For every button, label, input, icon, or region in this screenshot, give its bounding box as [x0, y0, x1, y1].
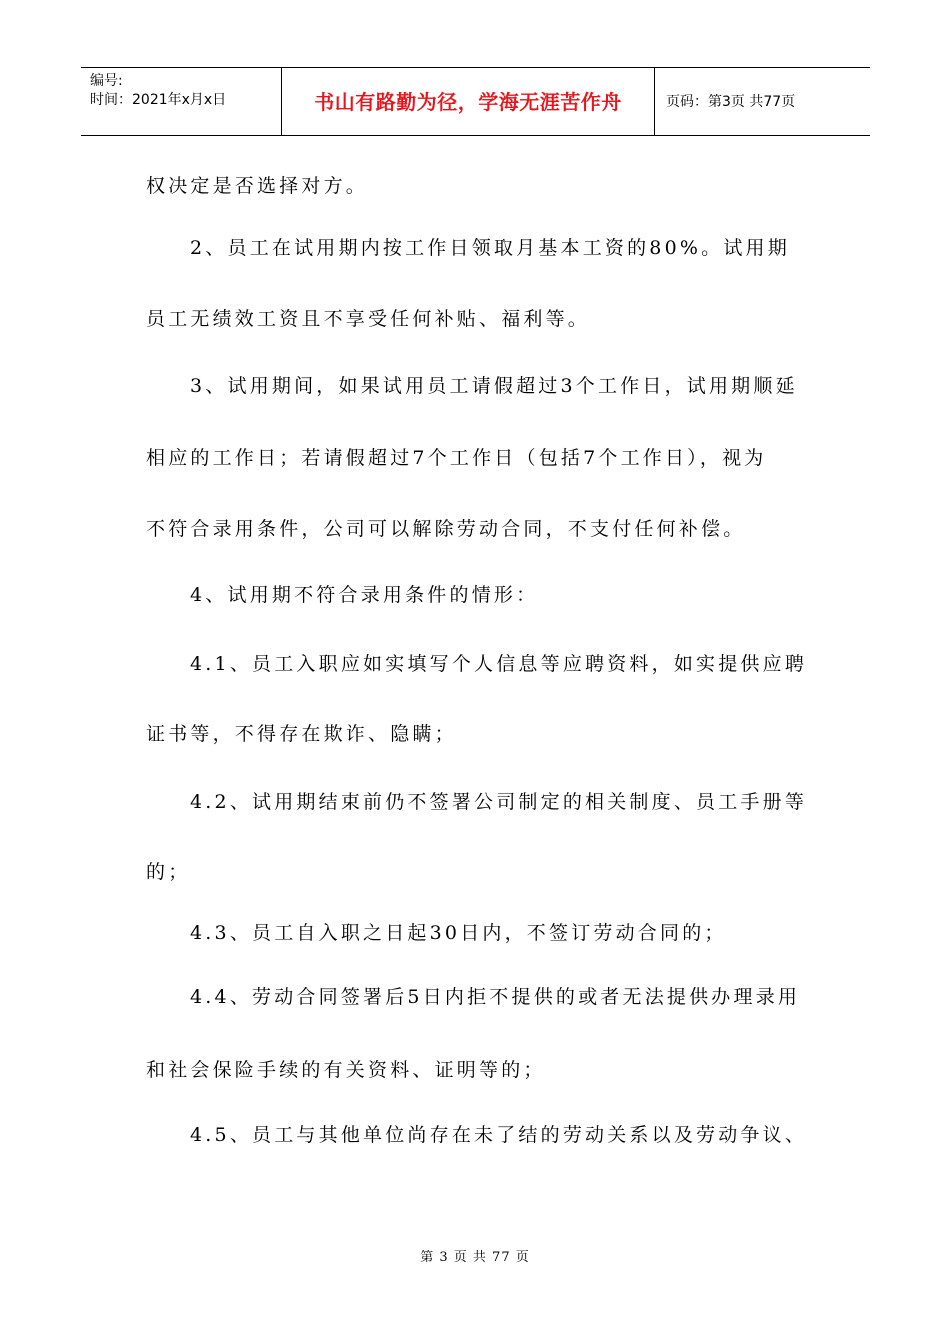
body-line-11: 的；: [146, 861, 191, 883]
body-line-13: 4.4、劳动合同签署后5日内拒不提供的或者无法提供办理录用: [190, 986, 801, 1008]
body-line-15: 4.5、员工与其他单位尚存在未了结的劳动关系以及劳动争议、: [190, 1124, 808, 1146]
header-meta: [81, 68, 282, 135]
document-date: 时间：2021年x月x日: [90, 92, 227, 108]
body-line-5: 相应的工作日；若请假超过7个工作日（包括7个工作日），视为: [146, 447, 767, 469]
page-footer: 第 3 页 共 77 页: [420, 1250, 530, 1265]
header-motto: 书山有路勤为径，学海无涯苦作舟: [282, 68, 655, 135]
body-line-12: 4.3、员工自入职之日起30日内，不签订劳动合同的；: [190, 922, 727, 944]
body-line-10: 4.2、试用期结束前仍不签署公司制定的相关制度、员工手册等: [190, 791, 808, 813]
body-line-3: 员工无绩效工资且不享受任何补贴、福利等。: [146, 308, 591, 330]
body-line-4: 3、试用期间，如果试用员工请假超过3个工作日，试用期顺延: [190, 375, 798, 397]
body-line-9: 证书等，不得存在欺诈、隐瞒；: [146, 723, 457, 745]
body-line-7: 4、试用期不符合录用条件的情形：: [190, 584, 539, 606]
body-line-1: 权决定是否选择对方。: [146, 175, 369, 197]
body-line-6: 不符合录用条件，公司可以解除劳动合同，不支付任何补偿。: [146, 518, 746, 540]
body-line-14: 和社会保险手续的有关资料、证明等的；: [146, 1059, 546, 1081]
header-page-info: 页码：第3页 共77页: [666, 94, 796, 110]
document-number-label: 编号:: [90, 73, 123, 89]
page-header: [81, 67, 870, 136]
body-line-8: 4.1、员工入职应如实填写个人信息等应聘资料，如实提供应聘: [190, 653, 808, 675]
body-line-2: 2、员工在试用期内按工作日领取月基本工资的80%。试用期: [190, 237, 790, 259]
